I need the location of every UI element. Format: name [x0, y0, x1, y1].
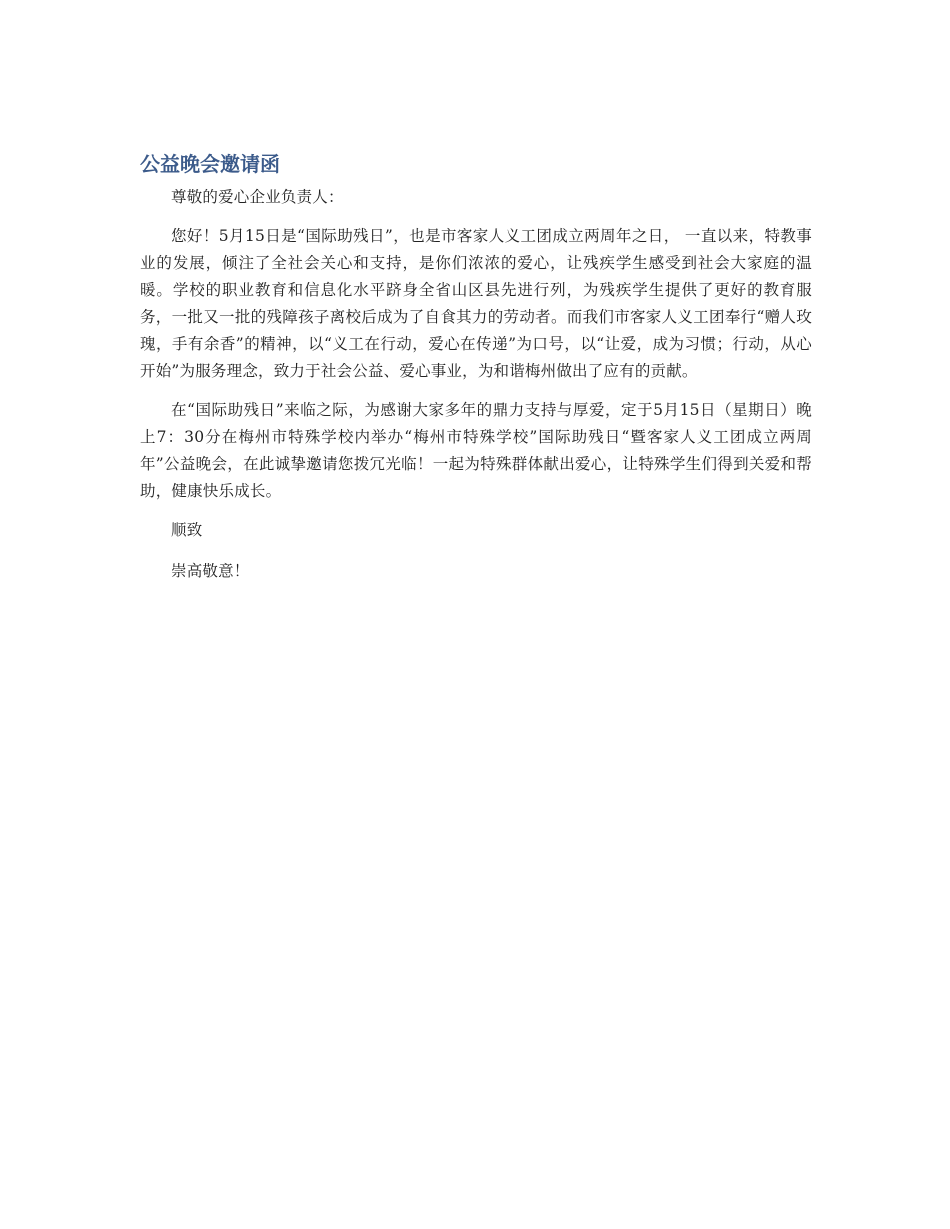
- body-paragraph-2: 在“国际助残日”来临之际，为感谢大家多年的鼎力支持与厚爱，定于5月15日（星期日）晚上7：30分在梅州市特殊学校内举办“梅州市特殊学校”国际助残日“暨客家人义工团成立两周年”公益晚会，在此诚挚邀请您拨冗光临！一起为特殊群体献出爱心，让特殊学生们得到关爱和帮助，健康快乐成长。: [140, 401, 812, 500]
- closing-line-1: 顺致: [171, 521, 203, 539]
- salutation: 尊敬的爱心企业负责人：: [171, 188, 344, 206]
- letter-title: 公益晚会邀请函: [140, 152, 280, 176]
- closing-line-2: 崇高敬意！: [171, 562, 250, 580]
- letter-page: [140, 150, 812, 599]
- body-paragraph-1: 您好！5月15日是“国际助残日”，也是市客家人义工团成立两周年之日， 一直以来，特教事业的发展，倾注了全社会关心和支持，是你们浓浓的爱心，让残疾学生感受到社会大家庭的温暖。学校的职业教育和信息化水平跻身全省山区县先进行列，为残疾学生提供了更好的教育服务，一批又一批的残障孩子离校后成为了自食其力的劳动者。而我们市客家人义工团奉行“赠人玫瑰，手有余香”的精神，以“义工在行动，爱心在传递”为口号，以“让爱，成为习惯；行动，从心开始”为服务理念，致力于社会公益、爱心事业，为和谐梅州做出了应有的贡献。: [140, 227, 812, 380]
